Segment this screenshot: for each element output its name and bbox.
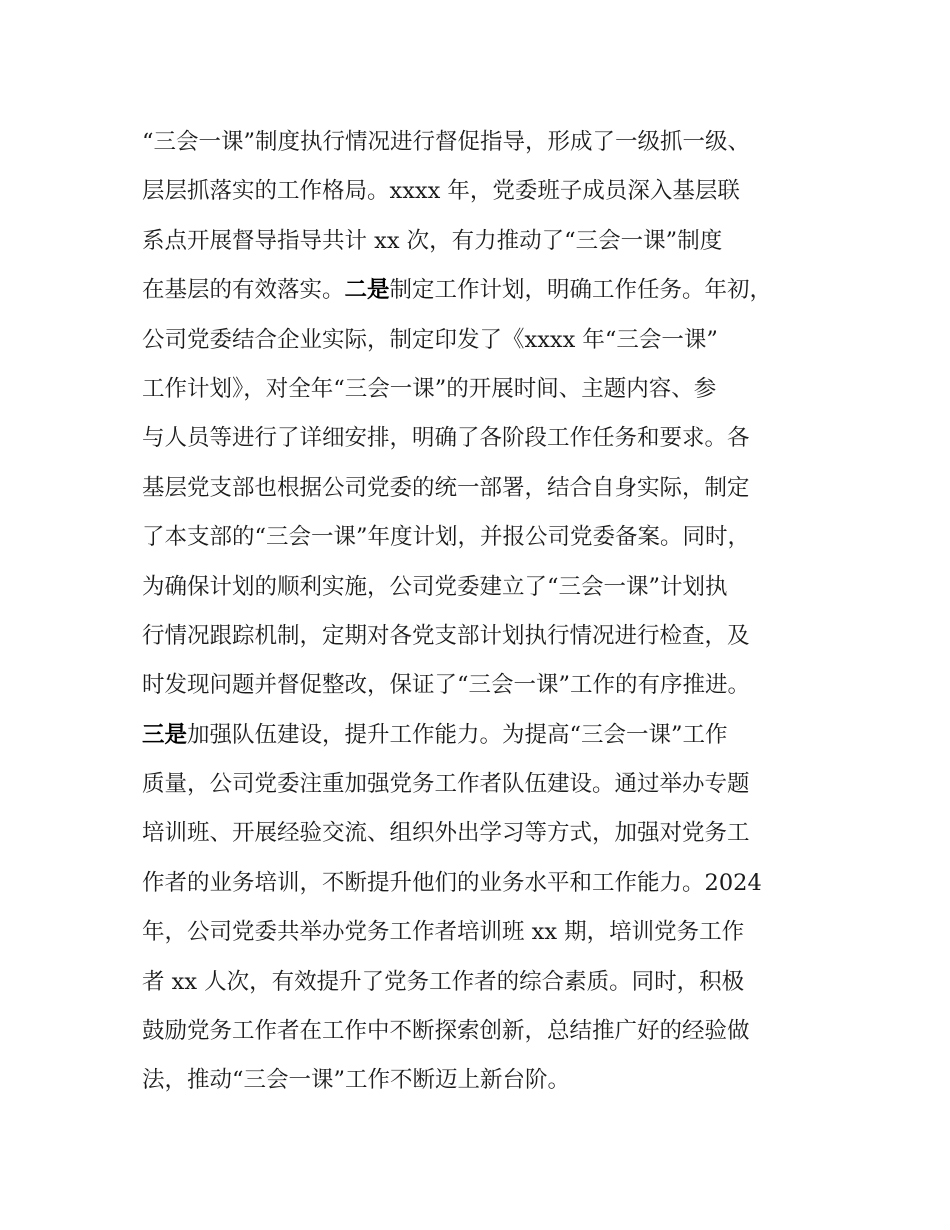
- text-line-12: 时发现问题并督促整改，保证了“三会一课”工作的有序推进。: [142, 672, 751, 699]
- text-line-5: 公司党委结合企业实际，制定印发了《xxxx 年“三会一课”: [142, 326, 718, 353]
- text-line-19: 鼓励党务工作者在工作中不断探索创新，总结推广好的经验做: [142, 1018, 750, 1045]
- text-line-15: 培训班、开展经验交流、组织外出学习等方式，加强对党务工: [142, 820, 750, 847]
- text-line-9: 了本支部的“三会一课”年度计划，并报公司党委备案。同时，: [142, 524, 751, 551]
- text-line-16: 作者的业务培训，不断提升他们的业务水平和工作能力。2024: [142, 869, 762, 896]
- body-paragraph: [142, 118, 832, 1106]
- point-two-marker: 二是: [344, 277, 390, 304]
- text-line-2: 层层抓落实的工作格局。xxxx 年，党委班子成员深入基层联: [142, 178, 740, 205]
- text-line-6: 工作计划》，对全年“三会一课”的开展时间、主题内容、参: [142, 375, 717, 402]
- text-line-14: 质量，公司党委注重加强党务工作者队伍建设。通过举办专题: [142, 771, 750, 798]
- text-line-18: 者 xx 人次，有效提升了党务工作者的综合素质。同时，积极: [142, 968, 745, 995]
- text-line-11: 行情况跟踪机制，定期对各党支部计划执行情况进行检查，及: [142, 622, 750, 649]
- text-line-4: [142, 266, 832, 315]
- text-line-10: 为确保计划的顺利实施，公司党委建立了“三会一课”计划执: [142, 573, 728, 600]
- text-line-4-start: 在基层的有效落实。: [142, 277, 345, 304]
- text-line-3: 系点开展督导指导共计 xx 次，有力推动了“三会一课”制度: [142, 227, 723, 254]
- text-line-4-end: 制定工作计划，明确工作任务。年初，: [389, 277, 773, 304]
- text-line-8: 基层党支部也根据公司党委的统一部署，结合自身实际，制定: [142, 474, 750, 501]
- text-line-13: [142, 711, 832, 760]
- text-line-17: 年，公司党委共举办党务工作者培训班 xx 期，培训党务工作: [142, 919, 745, 946]
- text-line-13-end: 加强队伍建设，提升工作能力。为提高“三会一课”工作: [187, 721, 728, 748]
- text-line-7: 与人员等进行了详细安排，明确了各阶段工作任务和要求。各: [142, 425, 750, 452]
- text-line-20: 法，推动“三会一课”工作不断迈上新台阶。: [142, 1067, 571, 1094]
- text-line-1: “三会一课”制度执行情况进行督促指导，形成了一级抓一级、: [142, 129, 751, 155]
- point-three-marker: 三是: [142, 721, 188, 748]
